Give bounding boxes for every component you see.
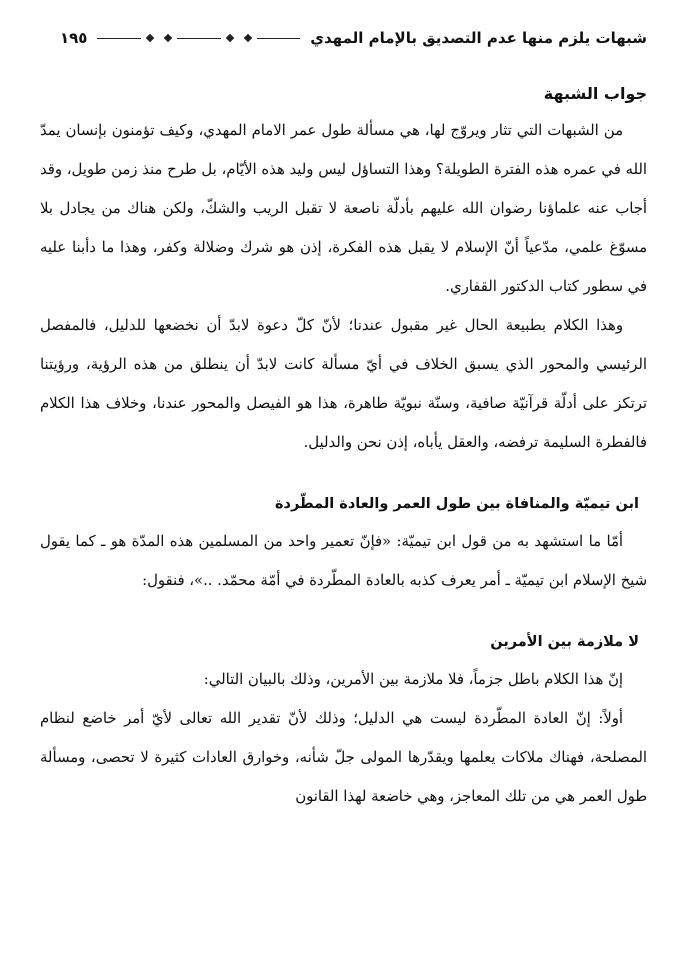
diamond-icon <box>164 34 172 42</box>
running-header <box>60 26 647 50</box>
paragraph: وهذا الكلام بطبيعة الحال غير مقبول عندنا؛ لأنّ كلّ دعوة لابدّ أن نخضعها للدليل، فالمفصل الرئيسي والمحور الذي يسبق الخلاف في أيّ مسألة كانت لابدّ أن ينطلق من هذه الرؤية، ورؤيتنا ترتكز على أدلّة قرآنيّة صافية، وسنّة نبويّة طاهرة، هذا هو الفيصل والمحور عندنا، وخلاف هذا الكلام فالفطرة السليمة ترفضه، والعقل يأباه، إذن نحن والدليل. <box>40 317 647 451</box>
section-heading: جواب الشبهة <box>543 84 647 103</box>
page-number: ١٩٥ <box>60 29 88 47</box>
paragraph: أولاً: إنّ العادة المطّردة ليست هي الدليل؛ وذلك لأنّ تقدير الله تعالى لأيّ أمر خاضع لنظام المصلحة، فهناك ملاكات يعلمها ويقدّرها المولى جلّ شأنه، وخوارق العادات كثيرة لا تحصى، ومسألة طول العمر هي من تلك المعاجز، وهي خاضعة لهذا القانون <box>40 710 647 805</box>
paragraph: إنّ هذا الكلام باطل جزماً، فلا ملازمة بين الأمرين، وذلك بالبيان التالي: <box>203 671 623 688</box>
paragraph: من الشبهات التي تثار ويروّج لها، هي مسألة طول عمر الامام المهدي، وكيف تؤمنون بإنسان يمدّ الله في عمره هذه الفترة الطويلة؟ وهذا التساؤل ليس وليد هذه الأيّام، بل طرح منذ زمن طويل، وقد أجاب عنه علماؤنا رضوان الله عليهم بأدلّة ناصعة لا تقبل الريب والشكّ، ولكن هناك من يجادل بلا مسوّغ علمي، مدّعياً أنّ الإسلام لا يقبل هذه الفكرة، إذن هو شرك وضلالة وكفر، وهذا ما دأبنا عليه في سطور كتاب الدكتور القفاري. <box>40 122 647 295</box>
page-body <box>40 84 647 816</box>
header-ornament <box>97 35 300 41</box>
subsection-heading: لا ملازمة بين الأمرين <box>490 634 639 650</box>
diamond-icon <box>243 34 251 42</box>
header-title: شبهات يلزم منها عدم التصديق بالإمام المهدي <box>310 29 647 47</box>
diamond-icon <box>225 34 233 42</box>
paragraph: أمّا ما استشهد به من قول ابن تيميّة: «فإنّ تعمير واحد من المسلمين هذه المدّة هو ـ كما يقول شيخ الإسلام ابن تيميّة ـ أمر يعرف كذبه بالعادة المطّردة في أمّة محمّد. ..»، فنقول: <box>40 533 647 589</box>
diamond-icon <box>146 34 154 42</box>
subsection-heading: ابن تيميّة والمنافاة بين طول العمر والعادة المطّردة <box>274 496 639 512</box>
